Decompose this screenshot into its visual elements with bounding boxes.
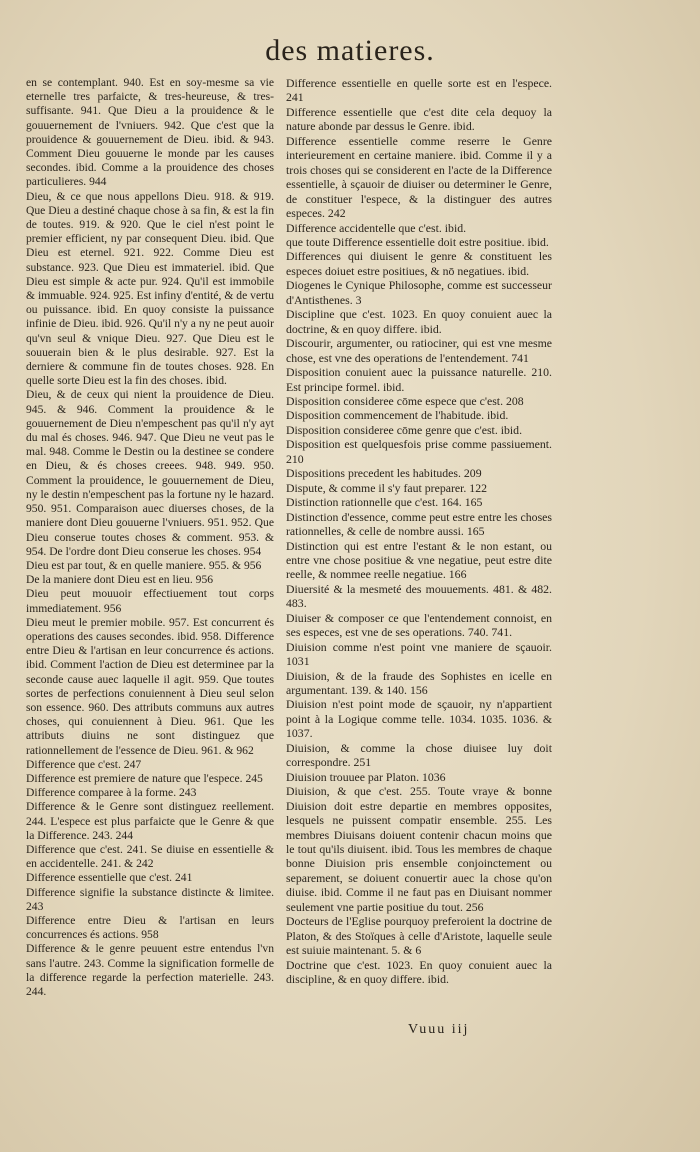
index-entry: Difference essentielle que c'est dite cela dequoy la nature abonde par dessus le Genre. ibid. xyxy=(286,104,552,134)
index-entry: Difference comparee à la forme. 243 xyxy=(26,786,197,800)
index-entry: Difference essentielle comme reserre le Genre interieurement en certaine maniere. ibid. Comme il y a trois choses qui se considerent en l'acte de la Difference essentielle, à sçauoir de diuiser ou determiner le Genre, de constituer l'espece, & la distinguer des autres especes. 242 xyxy=(286,133,552,221)
index-entry: Diogenes le Cynique Philosophe, comme est successeur d'Antisthenes. 3 xyxy=(286,278,552,307)
index-entry: Difference accidentelle que c'est. ibid. xyxy=(286,220,467,235)
index-entry: Discipline que c'est. 1023. En quoy conuient auec la doctrine, & en quoy differe. ibid. xyxy=(286,307,552,336)
index-entry: Distinction rationnelle que c'est. 164. 165 xyxy=(286,495,483,510)
index-entry: Difference est premiere de nature que l'espece. 245 xyxy=(26,771,263,785)
index-entry: Diuision comme n'est point vne maniere de sçauoir. 1031 xyxy=(286,639,552,669)
index-entry: Disposition conuient auec la puissance naturelle. 210. Est principe formel. ibid. xyxy=(286,365,552,394)
index-entry: Difference & le Genre sont distinguez reellement. 244. L'espece est plus parfaicte que le Genre & que la Difference. 243. 244 xyxy=(26,800,274,842)
index-entry: Dieu meut le premier mobile. 957. Est concurrent és operations des causes secondes. ibid. 958. Difference entre Dieu & l'artisan en leur concurrence és actions. ibid. Comment l'action de Dieu est determinee par la seconde cause auec laquelle il agit. 959. Que toutes sortes de perfections conuiennent à Dieu seul selon son essence. 960. Des attributs communs aux autres choses, qui conuiennent à Dieu. 961. Que les attributs diuins ne sont distinguez que rationnellement de l'essence de Dieu. 961. & 962 xyxy=(26,615,274,757)
index-entry: Difference & le genre peuuent estre entendus l'vn sans l'autre. 243. Comme la signification formelle de la difference regarde la perfection materielle. 243. 244. xyxy=(26,942,274,998)
index-entry: Doctrine que c'est. 1023. En quoy conuient auec la discipline, & en quoy differe. ibid. xyxy=(286,957,552,987)
index-entry: Disposition commencement de l'habitude. ibid. xyxy=(286,408,509,423)
index-entry: Dieu, & de ceux qui nient la prouidence de Dieu. 945. & 946. Comment la prouidence & le gouuernement de Dieu n'empeschent pas qu'il n'y ayt du mal és choses. 946. 947. Que Dieu ne veut pas le mal. 948. Comme le Destin ou la destinee se condere en Dieu, & és choses creees. 948. 949. 950. Comment la prouidence, le gouuernement de Dieu, ny le destin n'empeschent pas la fortune ny le hazard. 950. 951. Comparaison auec diuerses choses, de la maniere dont Dieu gouuerne l'vniuers. 951. 952. Que Dieu conserue toutes choses & comment. 953. & 954. De l'ordre dont Dieu conserue les choses. 954 xyxy=(26,388,274,558)
index-entry: Difference signifie la substance distincte & limitee. 243 xyxy=(26,885,274,913)
index-entry: Distinction d'essence, comme peut estre entre les choses rationnelles, & celle de nombre aussi. 165 xyxy=(286,509,552,539)
index-entry: De la maniere dont Dieu est en lieu. 956 xyxy=(26,573,214,587)
index-entry: Dieu est par tout, & en quelle maniere. 955. & 956 xyxy=(26,558,262,572)
index-entry: Diuision trouuee par Platon. 1036 xyxy=(286,769,446,784)
index-entry: Difference que c'est. 247 xyxy=(26,757,142,771)
index-entry: Difference entre Dieu & l'artisan en leurs concurrences és actions. 958 xyxy=(26,913,274,942)
index-entry: Disposition est quelquesfois prise comme passiuement. 210 xyxy=(286,437,552,466)
index-entry: Diuersité & la mesmeté des mouuements. 481. & 482. 483. xyxy=(286,581,552,611)
index-entry: Docteurs de l'Eglise pourquoy preferoient la doctrine de Platon, & des Stoïques à celle d'Aristote, laquelle seule est suiuie maintenant. 5. & 6 xyxy=(286,914,552,958)
index-entry: Disposition consideree cōme espece que c'est. 208 xyxy=(286,393,524,408)
index-entry: Differences qui diuisent le genre & constituent les especes doiuet estre positiues, & nō negatiues. ibid. xyxy=(286,249,552,278)
index-entry: que toute Difference essentielle doit estre positiue. ibid. xyxy=(286,234,549,249)
index-entry: en se contemplant. 940. Est en soy-mesme sa vie eternelle tres parfaicte, & tres-heureuse, & tres-suffisante. 941. Que Dieu a la prouidence & le gouuernement de l'vniuers. 942. Que c'est que la prouidence & gouuernement de Dieu. ibid. & 943. Comment Dieu gouuerne le monde par les causes secondes. ibid. Comme a la prouidence des choses particulieres. 944 xyxy=(26,76,274,189)
index-entry: Discourir, argumenter, ou ratiociner, qui est vne mesme chose, est vne des operations de l'entendement. 741 xyxy=(286,336,552,365)
index-entry: Diuiser & composer ce que l'entendement connoist, en ses especes, est vne de ses operations. 740. 741. xyxy=(286,610,552,640)
index-entry: Dieu, & ce que nous appellons Dieu. 918. & 919. Que Dieu a destiné chaque chose à sa fin, & est la fin de toutes. 919. & 920. Que le ciel n'est point le premier efficient, ny par consequent Dieu. ibid. Que Dieu est eternel. 921. 922. Comme Dieu est substance. 923. Que Dieu est immateriel. ibid. Que Dieu est simple & acte pur. 924. Qu'il est immobile & immuable. 924. 925. Est infiny d'entité, & de vertu ou puissance. ibid. En quoy consiste la puissance infinie de Dieu. ibid. 926. Qu'il n'y a ny ne peut auoir qu'vn seul & vnique Dieu. 927. Que Dieu est le souuerain bien & le plus desirable. 927. Est la derniere & commune fin de toutes choses. 928. En quelle sorte Dieu est la fin des choses. ibid. xyxy=(26,189,274,388)
index-entry: Dispositions precedent les habitudes. 209 xyxy=(286,466,482,481)
index-entry: Diuision, & de la fraude des Sophistes en icelle en argumentant. 139. & 140. 156 xyxy=(286,668,552,698)
index-entry: Disposition consideree cōme genre que c'est. ibid. xyxy=(286,422,523,437)
right-column xyxy=(286,76,552,987)
signature-mark: Vuuu iij xyxy=(408,1022,470,1037)
index-entry: Diuision, & que c'est. 255. Toute vraye & bonne Diuision doit estre departie en membres opposites, lesquels ne puissent compatir ensemble. 255. Les membres Diuisans doiuent contenir chacun moins que le tout qu'ils diuisent. ibid. Tous les membres de chaque bonne Diuision pris ensemble conjoinctement ou separement, se doiuent conuertir auec la chose qu'on diuise. ibid. Comme il ne faut pas en Diuisant nommer seulement vne partie positiue du tout. 256 xyxy=(286,784,552,914)
left-column xyxy=(26,76,274,999)
index-entry: Difference essentielle en quelle sorte est en l'espece. 241 xyxy=(286,76,552,105)
index-entry: Dieu peut mouuoir effectiuement tout corps immediatement. 956 xyxy=(26,587,274,615)
page-header: des matieres. xyxy=(265,34,435,67)
index-entry: Diuision n'est point mode de sçauoir, ny n'appartient point à la Logique comme telle. 1034. 1035. 1036. & 1037. xyxy=(286,697,552,741)
index-entry: Dispute, & comme il s'y faut preparer. 122 xyxy=(286,480,487,495)
index-entry: Difference que c'est. 241. Se diuise en essentielle & en accidentelle. 241. & 242 xyxy=(26,842,274,871)
index-entry: Difference essentielle que c'est. 241 xyxy=(26,871,193,885)
index-entry: Distinction qui est entre l'estant & le non estant, ou entre vne chose positiue & vne negatiue, peut estre dite reelle, & nommee reelle negatiue. 166 xyxy=(286,538,552,582)
index-entry: Diuision, & comme la chose diuisee luy doit correspondre. 251 xyxy=(286,740,552,770)
